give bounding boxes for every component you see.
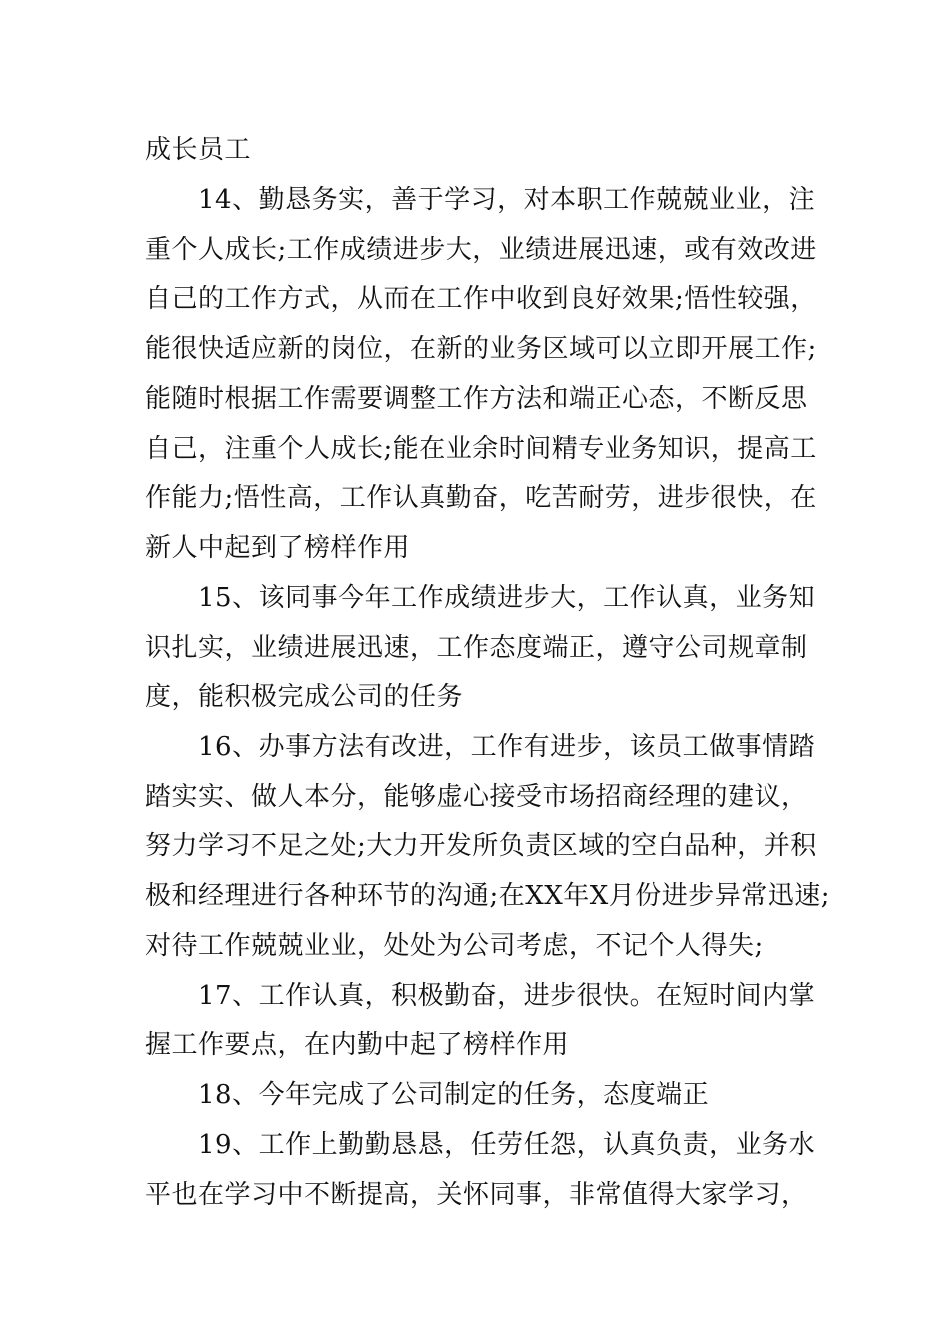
text-line: 重个人成长;工作成绩进步大，业绩进展迅速，或有效改进 — [145, 235, 817, 265]
text-line: 作能力;悟性高，工作认真勤奋，吃苦耐劳，进步很快，在 — [145, 483, 817, 513]
text-line: 平也在学习中不断提高，关怀同事，非常值得大家学习， — [145, 1180, 808, 1210]
text-line: 度，能积极完成公司的任务 — [145, 682, 464, 712]
text-line: 极和经理进行各种环节的沟通;在XX年X月份进步异常迅速; — [145, 881, 831, 911]
paragraph-15-start: 15、该同事今年工作成绩进步大，工作认真，业务知 — [198, 583, 816, 613]
text-line: 能很快适应新的岗位，在新的业务区域可以立即开展工作; — [145, 334, 817, 364]
paragraph-16-start: 16、办事方法有改进，工作有进步，该员工做事情踏 — [198, 732, 816, 762]
text-line: 能随时根据工作需要调整工作方法和端正心态，不断反思 — [145, 384, 808, 414]
text-line: 努力学习不足之处;大力开发所负责区域的空白品种，并积 — [145, 831, 817, 861]
text-line: 识扎实，业绩进展迅速，工作态度端正，遵守公司规章制 — [145, 633, 808, 663]
text-line: 握工作要点，在内勤中起了榜样作用 — [145, 1030, 570, 1060]
paragraph-14-start: 14、勤恳务实，善于学习，对本职工作兢兢业业，注 — [198, 185, 816, 215]
text-line: 新人中起到了榜样作用 — [145, 533, 411, 563]
text-line: 自己，注重个人成长;能在业余时间精专业务知识，提高工 — [145, 434, 817, 464]
paragraph-18: 18、今年完成了公司制定的任务，态度端正 — [198, 1080, 710, 1110]
paragraph-19-start: 19、工作上勤勤恳恳，任劳任怨，认真负责，业务水 — [198, 1130, 816, 1160]
text-line: 踏实实、做人本分，能够虚心接受市场招商经理的建议， — [145, 782, 808, 812]
paragraph-17-start: 17、工作认真，积极勤奋，进步很快。在短时间内掌 — [198, 981, 816, 1011]
text-line: 对待工作兢兢业业，处处为公司考虑，不记个人得失; — [145, 931, 764, 961]
text-line: 成长员工 — [145, 135, 252, 165]
text-line: 自己的工作方式，从而在工作中收到良好效果;悟性较强， — [145, 284, 817, 314]
